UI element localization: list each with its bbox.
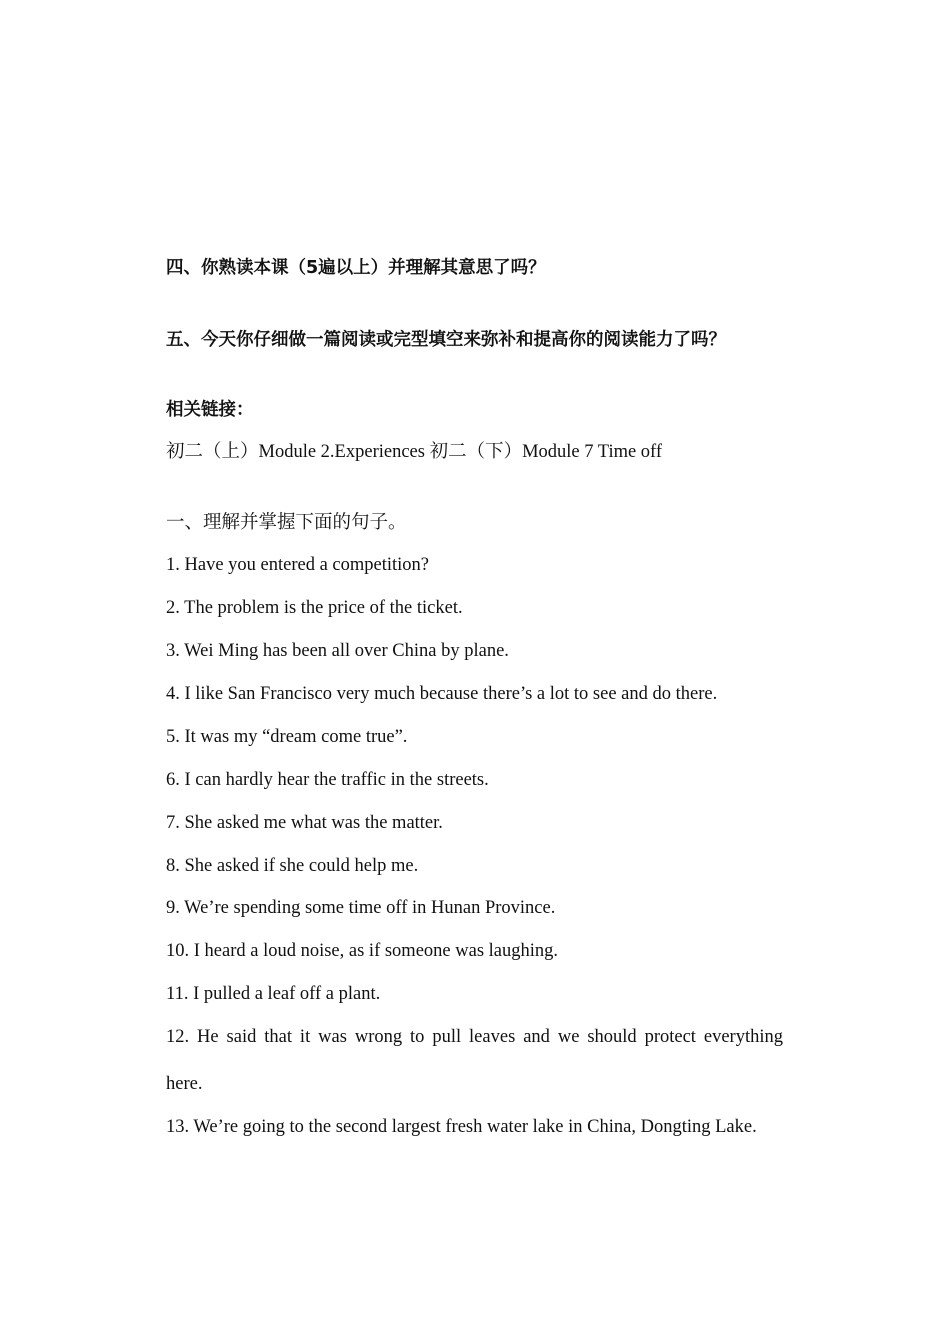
sentence-item: 1. Have you entered a competition? xyxy=(166,555,430,575)
question-five: 五、今天你仔细做一篇阅读或完型填空来弥补和提高你的阅读能力了吗？ xyxy=(166,330,726,350)
sentence-item: 4. I like San Francisco very much because there’s a lot to see and do there. xyxy=(166,684,718,704)
sentence-item: 10. I heard a loud noise, as if someone was laughing. xyxy=(166,941,559,961)
sentence-item: 13. We’re going to the second largest fresh water lake in China, Dongting Lake. xyxy=(166,1117,757,1137)
sentence-item: 5. It was my “dream come true”. xyxy=(166,727,408,747)
sentence-item: 3. Wei Ming has been all over China by plane. xyxy=(166,641,509,661)
sentence-item: 8. She asked if she could help me. xyxy=(166,856,419,876)
related-links-heading: 相关链接： xyxy=(166,400,254,420)
sentence-item-continuation: here. xyxy=(166,1074,203,1094)
sentence-item: 6. I can hardly hear the traffic in the streets. xyxy=(166,770,489,790)
related-modules-text: 初二（上）Module 2.Experiences 初二（下）Module 7 Time off xyxy=(166,442,663,462)
section-title: 一、理解并掌握下面的句子。 xyxy=(166,513,407,533)
question-four: 四、你熟读本课（5遍以上）并理解其意思了吗？ xyxy=(166,258,546,278)
sentence-item: 12. He said that it was wrong to pull leaves and we should protect everything xyxy=(166,1027,783,1047)
sentence-item: 2. The problem is the price of the ticket. xyxy=(166,598,463,618)
sentence-item: 7. She asked me what was the matter. xyxy=(166,813,443,833)
sentence-item: 11. I pulled a leaf off a plant. xyxy=(166,984,381,1004)
sentence-item: 9. We’re spending some time off in Hunan Province. xyxy=(166,898,556,918)
